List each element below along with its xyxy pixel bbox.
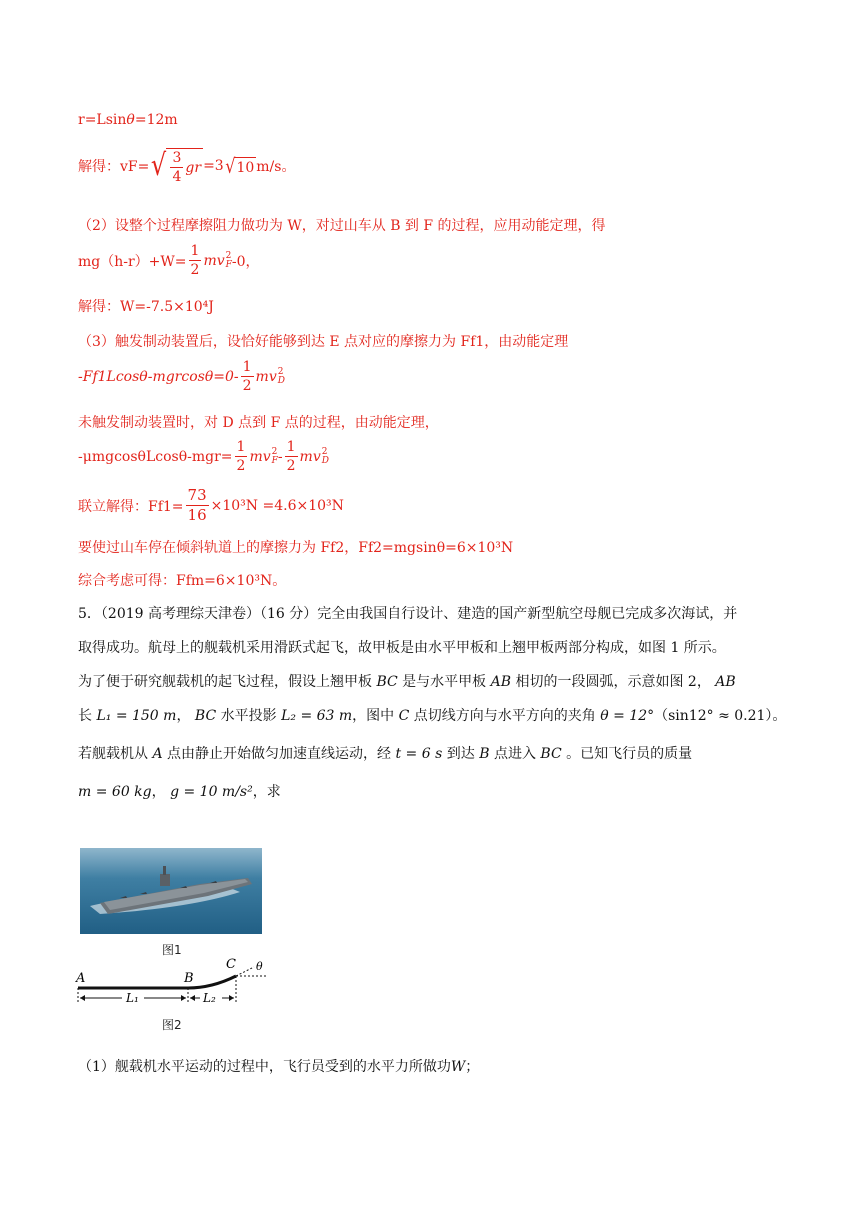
solution-line-4: mg（h-r）+W= $\frac{1}{2}$ mv 2 F -0， (78, 243, 260, 278)
solution-line-7: -Ff1Lcosθ-mgrcosθ=0- $\frac{1}{2}$ mv 2 D (78, 359, 285, 394)
solution-line-5: 解得：W=-7.5×10⁴J (78, 299, 214, 315)
label-A: A (76, 971, 86, 986)
problem-line-1: 5．（2019 高考理综天津卷）（16 分）完全由我国自行设计、建造的国产新型航空母舰已完成多次海试，并 (78, 606, 738, 622)
label-theta: θ (256, 960, 263, 973)
label-B: B (184, 971, 194, 986)
solution-line-2: 解得：vF= √ $\frac{3}{4}$ gr =3 √ 10 m/s。 (78, 148, 296, 185)
figure-1-caption: 图1 (162, 943, 182, 957)
problem-line-6: m = 60 kg， g = 10 m/s²，求 (78, 784, 281, 800)
solution-line-1: r=Lsinθ=12m (78, 112, 178, 128)
solution-line-10: 联立解得：Ff1= $\frac{73}{16}$ ×10³N =4.6×10³N (78, 486, 344, 524)
problem-line-4: 长 L₁ = 150 m， BC 水平投影 L₂ = 63 m，图中 C 点切线方向与水平方向的夹角 θ = 12°（sin12° ≈ 0.21）。 (78, 708, 787, 724)
problem-line-2: 取得成功。航母上的舰载机采用滑跃式起飞，故甲板是由水平甲板和上翘甲板两部分构成，如图 1 所示。 (78, 640, 726, 656)
figure-2-caption: 图2 (162, 1018, 182, 1032)
solution-line-3: （2）设整个过程摩擦阻力做功为 W，对过山车从 B 到 F 的过程，应用动能定理，得 (78, 218, 606, 234)
problem-line-3: 为了便于研究舰载机的起飞过程，假设上翘甲板 BC 是与水平甲板 AB 相切的一段圆弧，示意如图 2， AB (78, 674, 736, 690)
label-L1: L₁ (126, 991, 139, 1005)
problem-statement (78, 597, 790, 809)
solution-line-8: 未触发制动装置时，对 D 点到 F 点的过程，由动能定理， (78, 415, 439, 431)
deck-BC (188, 976, 236, 988)
problem-line-5: 若舰载机从 A 点由静止开始做匀加速直线运动，经 t = 6 s 到达 B 点进入 BC 。已知飞行员的质量 (78, 746, 693, 762)
solution-line-6: （3）触发制动装置后，设恰好能够到达 E 点对应的摩擦力为 Ff1，由动能定理 (78, 334, 569, 350)
sqrt-expression: √ $\frac{3}{4}$ gr (151, 148, 202, 185)
carrier-photo (80, 848, 262, 934)
solution-line-9: -μmgcosθLcosθ-mgr= $\frac{1}{2}$ mv 2 F - $\frac{1}{2}$ mv 2 D (78, 439, 329, 474)
solution-line-11: 要使过山车停在倾斜轨道上的摩擦力为 Ff2，Ff2=mgsinθ=6×10³N (78, 540, 514, 556)
solution-line-12: 综合考虑可得：Ffm=6×10³N。 (78, 573, 287, 589)
deck-diagram (72, 958, 272, 1022)
label-L2: L₂ (203, 991, 216, 1005)
question-1: （1）舰载机水平运动的过程中，飞行员受到的水平力所做功W； (78, 1059, 480, 1075)
label-C: C (226, 958, 236, 972)
